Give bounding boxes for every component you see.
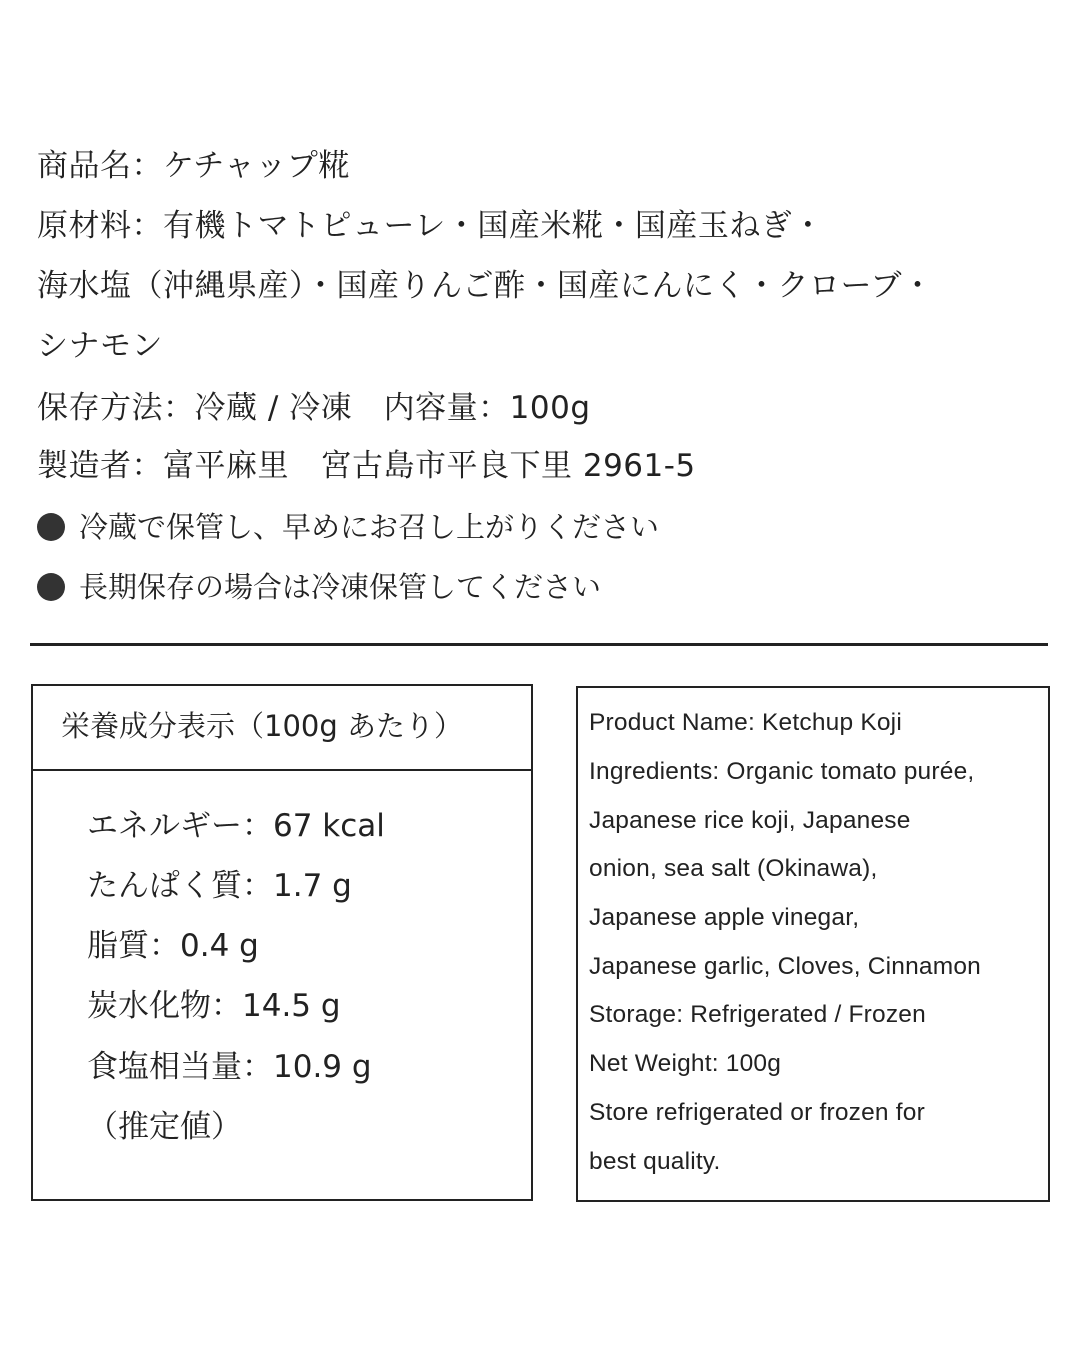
maker-line: 製造者：富平麻里 宮古島市平良下里 2961-5	[37, 448, 696, 484]
ingredients-line-3: シナモン	[37, 328, 163, 364]
en-ingredients-2: Japanese rice koji, Japanese	[589, 807, 911, 834]
en-net-weight: Net Weight: 100g	[589, 1050, 782, 1077]
note-item	[37, 507, 659, 547]
en-ingredients-1: Ingredients: Organic tomato purée,	[589, 758, 975, 785]
ingredients-line-1: 原材料：有機トマトピューレ・国産米糀・国産玉ねぎ・	[37, 208, 824, 244]
nutrition-box	[31, 684, 533, 1201]
note-text: 長期保存の場合は冷凍保管してください	[79, 570, 602, 604]
en-ingredients-3: onion, sea salt (Okinawa),	[589, 855, 878, 882]
nutrient-salt: 食塩相当量：10.9 g	[87, 1049, 372, 1085]
ingredients-line-2: 海水塩（沖縄県産）・国産りんご酢・国産にんにく・クローブ・	[37, 268, 934, 304]
english-info-box	[576, 686, 1050, 1202]
product-name-line: 商品名：ケチャップ糀	[37, 148, 350, 184]
bullet-icon	[37, 513, 65, 541]
storage-line: 保存方法：冷蔵 / 冷凍 内容量：100g	[37, 390, 591, 426]
note-item	[37, 567, 601, 607]
en-store-note-1: Store refrigerated or frozen for	[589, 1099, 925, 1126]
en-store-note-2: best quality.	[589, 1148, 721, 1175]
bullet-icon	[37, 573, 65, 601]
nutrient-carbohydrate: 炭水化物：14.5 g	[87, 988, 341, 1024]
en-ingredients-5: Japanese garlic, Cloves, Cinnamon	[589, 953, 981, 980]
nutrient-fat: 脂質：0.4 g	[87, 928, 259, 964]
note-text: 冷蔵で保管し、早めにお召し上がりください	[79, 510, 660, 544]
en-ingredients-4: Japanese apple vinegar,	[589, 904, 860, 931]
en-storage: Storage: Refrigerated / Frozen	[589, 1001, 926, 1028]
nutrient-energy: エネルギー：67 kcal	[87, 808, 385, 844]
nutrient-protein: たんぱく質：1.7 g	[87, 868, 352, 904]
nutrition-header	[33, 686, 531, 771]
nutrition-title: 栄養成分表示（100g あたり）	[61, 709, 463, 743]
section-divider	[30, 643, 1048, 646]
nutrition-footnote: （推定値）	[87, 1109, 242, 1145]
en-product-name: Product Name: Ketchup Koji	[589, 709, 902, 736]
